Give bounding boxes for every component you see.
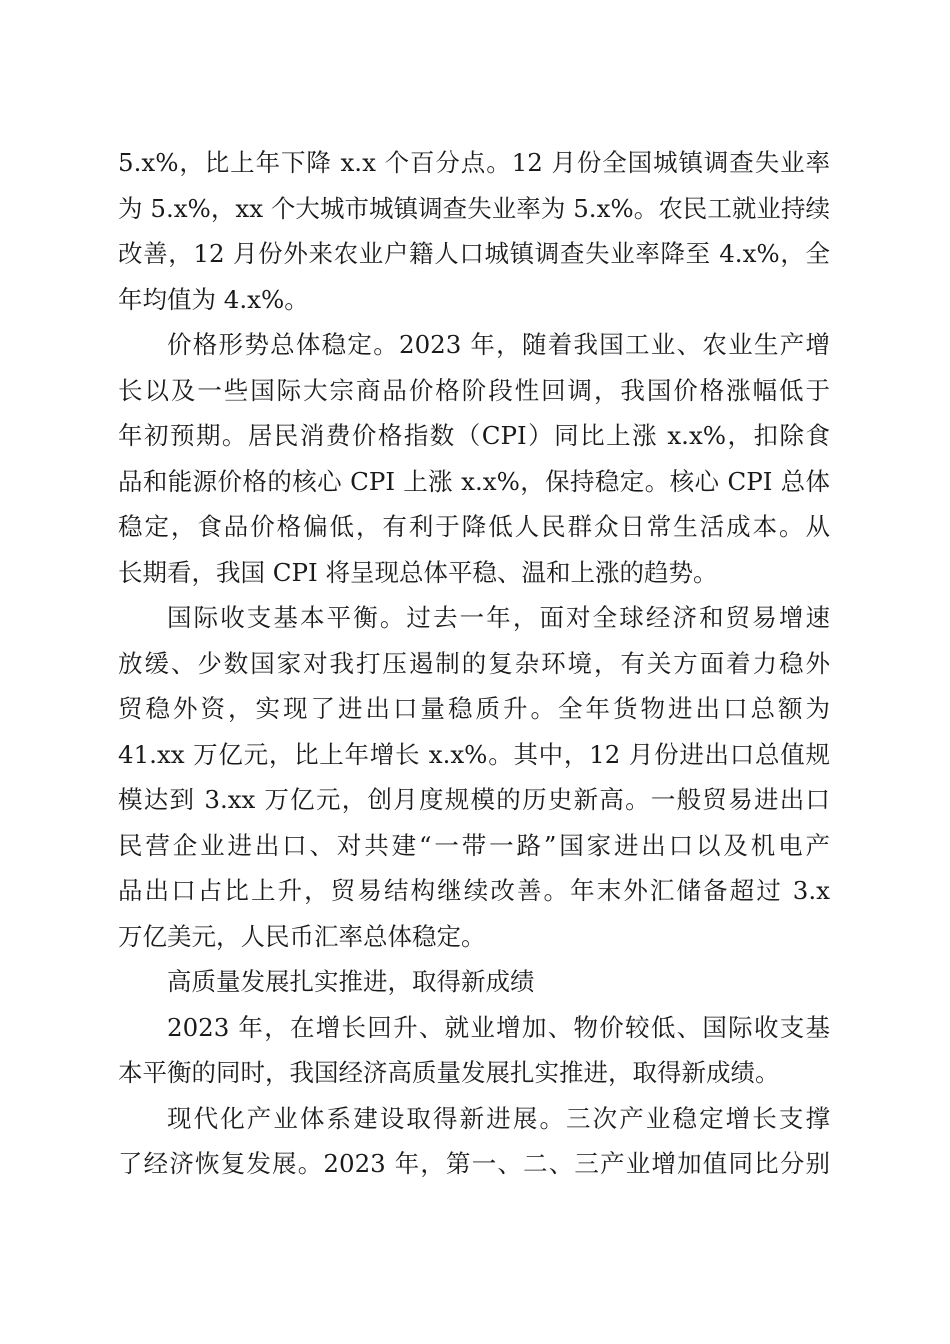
text-line: 长期看，我国 CPI 将呈现总体平稳、温和上涨的趋势。 bbox=[118, 557, 718, 587]
text-line: 年初预期。居民消费价格指数（CPI）同比上涨 x.x%，扣除食 bbox=[118, 421, 830, 450]
paragraph-balance-of-payments bbox=[118, 595, 830, 959]
text-line: 价格形势总体稳定。2023 年，随着我国工业、农业生产增 bbox=[167, 330, 830, 359]
paragraph-employment bbox=[118, 140, 830, 322]
paragraph-high-quality-summary bbox=[118, 1005, 830, 1096]
text-line: 放缓、少数国家对我打压遏制的复杂环境，有关方面着力稳外 bbox=[118, 648, 830, 678]
text-line: 年均值为 4.x%。 bbox=[118, 284, 309, 314]
heading-text: 高质量发展扎实推进，取得新成绩 bbox=[167, 967, 535, 996]
text-line: 长以及一些国际大宗商品价格阶段性回调，我国价格涨幅低于 bbox=[118, 375, 830, 405]
document-body bbox=[118, 140, 830, 1187]
text-line: 2023 年，在增长回升、就业增加、物价较低、国际收支基 bbox=[167, 1012, 830, 1042]
text-line: 本平衡的同时，我国经济高质量发展扎实推进，取得新成绩。 bbox=[118, 1058, 780, 1087]
text-line: 现代化产业体系建设取得新进展。三次产业稳定增长支撑 bbox=[167, 1103, 830, 1133]
text-line: 稳定，食品价格偏低，有利于降低人民群众日常生活成本。从 bbox=[118, 512, 830, 541]
text-line: 万亿美元，人民币汇率总体稳定。 bbox=[118, 921, 486, 951]
text-line: 品和能源价格的核心 CPI 上涨 x.x%，保持稳定。核心 CPI 总体 bbox=[118, 466, 830, 496]
text-line: 民营企业进出口、对共建“一带一路”国家进出口以及机电产 bbox=[118, 830, 830, 860]
text-line: 为 5.x%，xx 个大城市城镇调查失业率为 5.x%。农民工就业持续 bbox=[118, 193, 830, 223]
text-line: 模达到 3.xx 万亿元，创月度规模的历史新高。一般贸易进出口 bbox=[118, 785, 830, 814]
text-line: 了经济恢复发展。2023 年，第一、二、三产业增加值同比分别 bbox=[118, 1149, 830, 1178]
text-line: 品出口占比上升，贸易结构继续改善。年末外汇储备超过 3.x bbox=[118, 876, 830, 905]
paragraph-price-stability bbox=[118, 322, 830, 595]
text-line: 5.x%，比上年下降 x.x 个百分点。12 月份全国城镇调查失业率 bbox=[118, 148, 830, 177]
text-line: 改善，12 月份外来农业户籍人口城镇调查失业率降至 4.x%，全 bbox=[118, 239, 830, 268]
text-line: 贸稳外资，实现了进出口量稳质升。全年货物进出口总额为 bbox=[118, 694, 830, 723]
text-line: 41.xx 万亿元，比上年增长 x.x%。其中，12 月份进出口总值规 bbox=[118, 739, 830, 769]
paragraph-modern-industry bbox=[118, 1096, 830, 1187]
section-heading bbox=[118, 959, 830, 1005]
text-line: 国际收支基本平衡。过去一年，面对全球经济和贸易增速 bbox=[167, 603, 830, 632]
